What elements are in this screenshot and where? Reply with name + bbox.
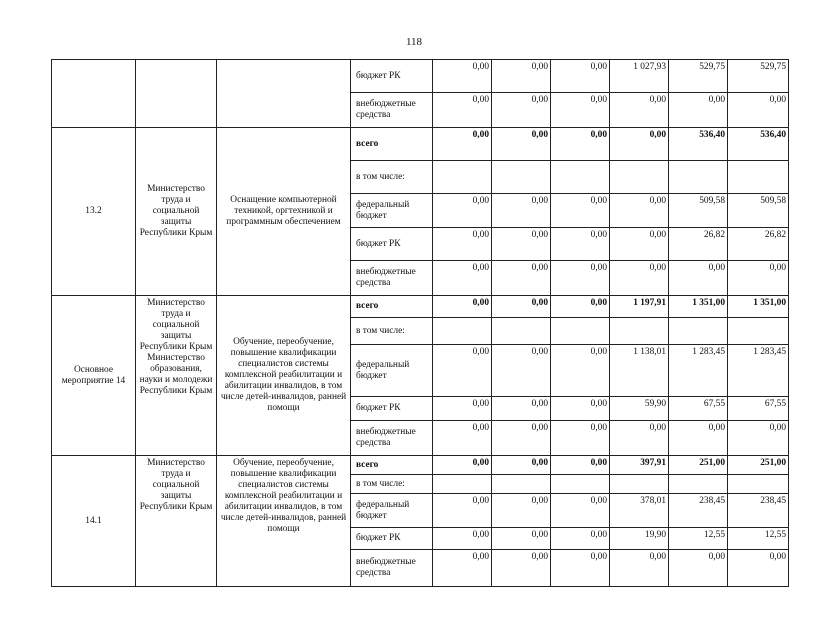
value-cell: 238,45 (699, 496, 725, 506)
value-cell: 0,00 (531, 130, 548, 140)
value-cell: 397,91 (640, 458, 666, 468)
value-cell: 509,58 (760, 196, 786, 206)
source-label: внебюджетные средства (351, 550, 433, 587)
value-cell: 0,00 (649, 95, 666, 105)
budget-table (51, 59, 789, 587)
source-label: в том числе: (351, 161, 433, 194)
value-cell: 0,00 (531, 62, 548, 72)
value-cell: 0,00 (472, 458, 489, 468)
value-cell: 536,40 (760, 130, 786, 140)
executor-cell: Министерство труда и социальной защиты Республики Крым (136, 128, 217, 296)
value-cell: 19,90 (644, 530, 666, 540)
value-cell: 0,00 (531, 496, 548, 506)
value-cell: 67,55 (703, 399, 725, 409)
value-cell: 251,00 (760, 458, 786, 468)
value-cell: 0,00 (531, 298, 548, 308)
value-cell: 0,00 (769, 263, 786, 273)
value-cell: 0,00 (531, 530, 548, 540)
value-cell: 1 351,00 (753, 298, 786, 308)
source-label: в том числе: (351, 318, 433, 345)
source-label: федеральный бюджет (351, 494, 433, 528)
value-cell: 0,00 (531, 423, 548, 433)
value-cell: 0,00 (708, 95, 725, 105)
value-cell: 0,00 (472, 530, 489, 540)
value-cell: 0,00 (531, 230, 548, 240)
source-label: всего (351, 456, 433, 475)
value-cell: 1 138,01 (633, 347, 666, 357)
value-cell: 0,00 (472, 298, 489, 308)
value-cell: 0,00 (649, 130, 666, 140)
value-cell: 0,00 (708, 263, 725, 273)
value-cell: 529,75 (699, 62, 725, 72)
value-cell: 0,00 (649, 423, 666, 433)
value-cell: 0,00 (531, 458, 548, 468)
value-cell: 12,55 (764, 530, 786, 540)
value-cell: 0,00 (472, 230, 489, 240)
value-cell: 1 197,91 (633, 298, 666, 308)
value-cell: 0,00 (472, 62, 489, 72)
value-cell: 0,00 (649, 196, 666, 206)
source-label: внебюджетные средства (351, 93, 433, 128)
table-row (52, 128, 789, 161)
source-label: бюджет РК (351, 397, 433, 421)
value-cell: 26,82 (703, 230, 725, 240)
value-cell: 0,00 (531, 196, 548, 206)
source-label: бюджет РК (351, 60, 433, 93)
executor-cell (136, 60, 217, 128)
row-number-cell: 14.1 (52, 456, 136, 587)
value-cell: 0,00 (590, 196, 607, 206)
value-cell: 0,00 (708, 423, 725, 433)
value-cell: 0,00 (472, 496, 489, 506)
source-label: всего (351, 296, 433, 318)
value-cell: 0,00 (769, 552, 786, 562)
value-cell: 0,00 (472, 423, 489, 433)
page-number: 118 (405, 36, 423, 48)
value-cell: 0,00 (531, 399, 548, 409)
table-row (52, 60, 789, 93)
value-cell: 0,00 (769, 95, 786, 105)
value-cell: 0,00 (590, 95, 607, 105)
value-cell: 238,45 (760, 496, 786, 506)
executor-cell: Министерство труда и социальной защиты Республики Крым Министерство образования, науки и молодежи Республики Крым (136, 296, 217, 456)
value-cell: 0,00 (590, 530, 607, 540)
value-cell: 0,00 (590, 423, 607, 433)
value-cell: 67,55 (764, 399, 786, 409)
value-cell: 0,00 (531, 95, 548, 105)
value-cell: 0,00 (649, 230, 666, 240)
value-cell: 0,00 (531, 263, 548, 273)
table-row (52, 296, 789, 318)
value-cell: 0,00 (590, 552, 607, 562)
source-label: внебюджетные средства (351, 421, 433, 456)
activity-name-cell: Обучение, переобучение, повышение квалификации специалистов системы комплексной реабилитации и абилитации инвалидов, в том числе детей-инвалидов, ранней помощи (217, 296, 351, 456)
value-cell: 0,00 (531, 347, 548, 357)
source-label: в том числе: (351, 475, 433, 494)
source-label: федеральный бюджет (351, 345, 433, 397)
value-cell: 0,00 (590, 496, 607, 506)
value-cell: 509,58 (699, 196, 725, 206)
value-cell: 0,00 (472, 347, 489, 357)
source-label: бюджет РК (351, 228, 433, 261)
value-cell: 536,40 (699, 130, 725, 140)
value-cell: 0,00 (472, 130, 489, 140)
value-cell: 0,00 (590, 458, 607, 468)
value-cell: 0,00 (472, 95, 489, 105)
value-cell: 0,00 (649, 263, 666, 273)
value-cell: 251,00 (699, 458, 725, 468)
value-cell: 0,00 (472, 399, 489, 409)
value-cell: 0,00 (590, 399, 607, 409)
value-cell: 0,00 (590, 62, 607, 72)
value-cell: 0,00 (590, 130, 607, 140)
value-cell: 378,01 (640, 496, 666, 506)
value-cell: 1 283,45 (692, 347, 725, 357)
value-cell: 0,00 (472, 263, 489, 273)
source-label: всего (351, 128, 433, 161)
value-cell: 59,90 (644, 399, 666, 409)
value-cell: 12,55 (703, 530, 725, 540)
executor-cell: Министерство труда и социальной защиты Республики Крым (136, 456, 217, 587)
activity-name-cell: Обучение, переобучение, повышение квалификации специалистов системы комплексной реабилитации и абилитации инвалидов, в том числе детей-инвалидов, ранней помощи (217, 456, 351, 587)
table-row (52, 456, 789, 475)
activity-name-cell: Оснащение компьютерной техникой, оргтехникой и программным обеспечением (217, 128, 351, 296)
value-cell: 26,82 (764, 230, 786, 240)
value-cell: 0,00 (531, 552, 548, 562)
source-label: федеральный бюджет (351, 194, 433, 228)
value-cell: 0,00 (708, 552, 725, 562)
value-cell: 0,00 (649, 552, 666, 562)
value-cell: 0,00 (769, 423, 786, 433)
row-number-cell (52, 60, 136, 128)
value-cell: 1 283,45 (753, 347, 786, 357)
source-label: внебюджетные средства (351, 261, 433, 296)
value-cell: 0,00 (590, 230, 607, 240)
activity-name-cell (217, 60, 351, 128)
row-number-cell: 13.2 (52, 128, 136, 296)
value-cell: 529,75 (760, 62, 786, 72)
value-cell: 0,00 (590, 263, 607, 273)
value-cell: 0,00 (590, 347, 607, 357)
value-cell: 0,00 (472, 552, 489, 562)
value-cell: 1 351,00 (692, 298, 725, 308)
source-label: бюджет РК (351, 528, 433, 550)
value-cell: 0,00 (590, 298, 607, 308)
row-number-cell: Основное мероприятие 14 (52, 296, 136, 456)
value-cell: 0,00 (472, 196, 489, 206)
value-cell: 1 027,93 (633, 62, 666, 72)
